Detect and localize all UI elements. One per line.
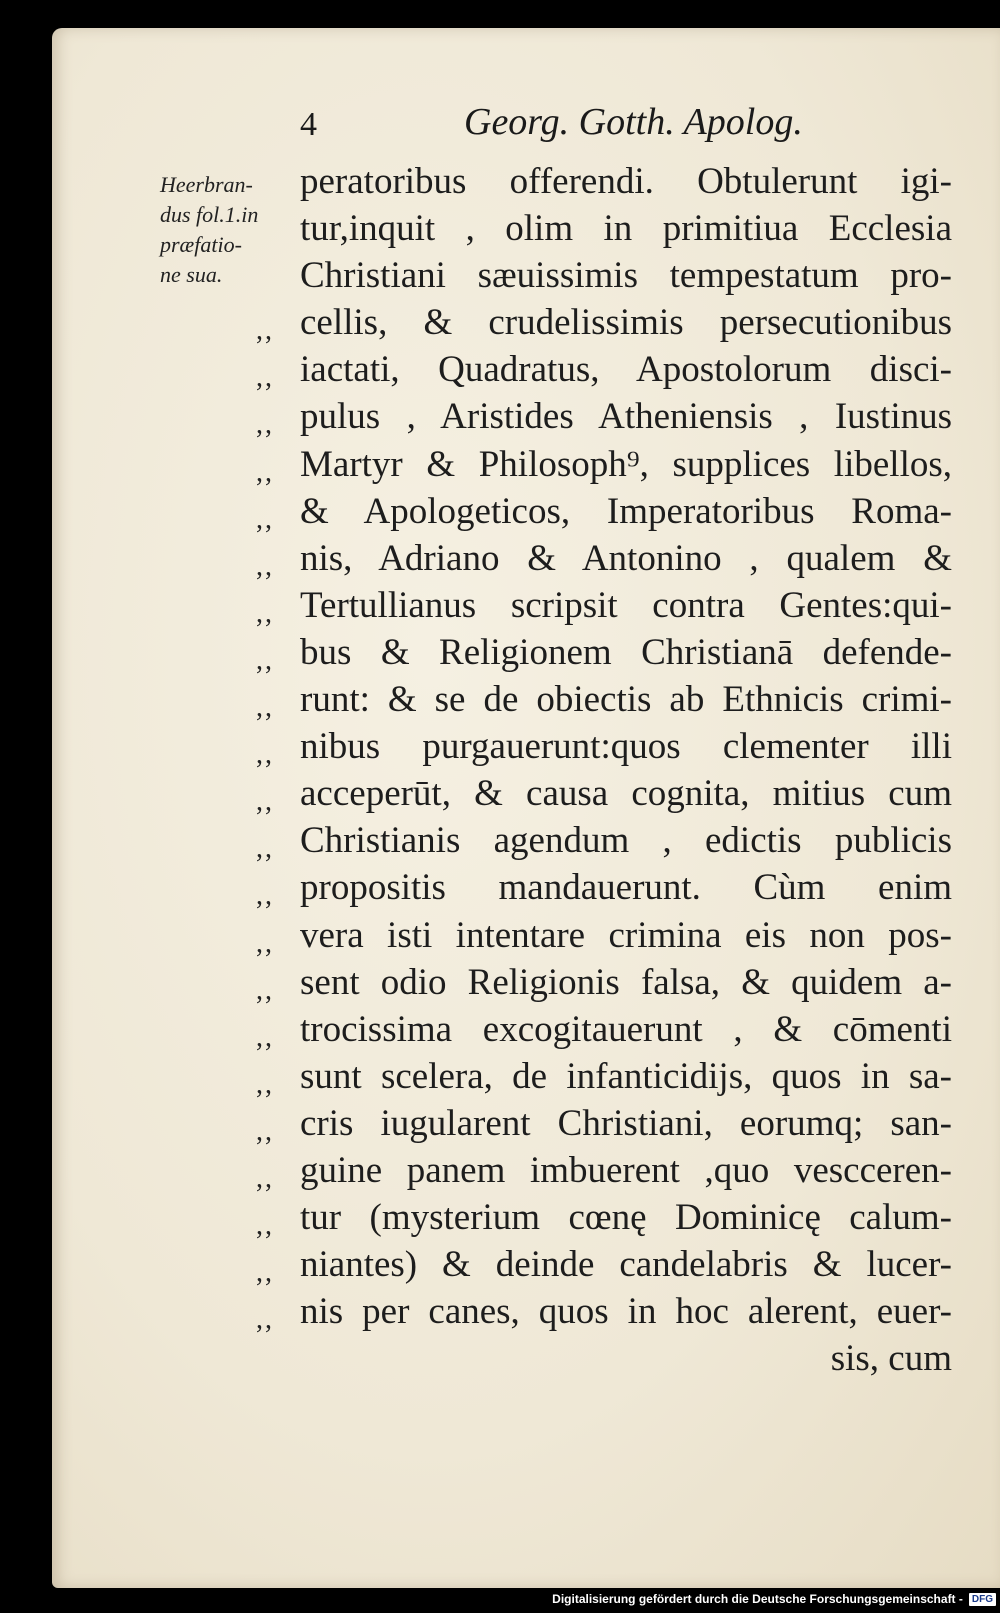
text-line [256,912,952,959]
marginal-note-line: Heerbran- [160,172,253,197]
text-line-content: tur,inquit , olim in primitiua Ecclesia [300,208,952,250]
text-line-content: Tertullianus scripsit contra Gentes:qui- [300,584,952,626]
quotation-mark: ,, [256,739,274,771]
text-line-content: sunt scelera, de infanticidijs, quos in sa- [300,1055,952,1097]
text-line-content: acceperūt, & causa cognita, mitius cum [300,773,952,815]
text-line-content: nibus purgauerunt:quos clementer illi [300,726,952,768]
text-line [256,346,952,394]
quotation-mark: ,, [256,550,274,582]
quotation-mark: ,, [256,786,274,818]
text-line-content: sent odio Religionis falsa, & quidem a- [300,961,952,1003]
quotation-mark: ,, [256,1210,274,1242]
marginal-note-line: dus fol.1.in [160,202,259,227]
running-head: Georg. Gotth. Apolog. [464,101,803,143]
text-line-content: Christianis agendum , edictis publicis [300,820,952,862]
text-line [256,676,952,724]
text-line [256,817,952,865]
text-line-content: Martyr & Philosoph⁹, supplices libellos, [300,443,952,485]
quotation-mark: ,, [256,1115,274,1147]
text-line [256,959,952,1006]
text-line [256,1288,952,1336]
text-line [256,770,952,818]
text-line-content: runt: & se de obiectis ab Ethnicis crimi- [300,679,952,721]
text-line [256,1100,952,1147]
quotation-mark: ,, [256,974,274,1006]
text-line-content: cris iugularent Christiani, eorumq; san- [300,1102,952,1144]
text-line [300,1335,952,1382]
text-line [256,723,952,771]
quotation-mark: ,, [256,880,274,912]
footer-credit: Digitalisierung gefördert durch die Deutsche Forschungsgemeinschaft - [552,1592,963,1606]
body-text [256,158,952,1382]
text-line [256,1006,952,1053]
text-line [256,441,952,488]
page-number: 4 [300,106,317,143]
quotation-mark: ,, [256,362,274,394]
text-line [256,299,952,347]
quotation-mark: ,, [256,1068,274,1100]
text-line-content: trocissima excogitauerunt , & cōmenti [300,1008,952,1050]
text-line-content: Christiani sæuissimis tempestatum pro- [300,255,952,297]
text-line-content: tur (mysterium cœnę Dominicę calum- [300,1197,952,1239]
dfg-logo-icon: DFG [969,1593,996,1606]
text-line-content: pulus , Aristides Atheniensis , Iustinus [300,396,952,438]
text-line-content: nis, Adriano & Antonino , qualem & [300,537,952,579]
quotation-mark: ,, [256,409,274,441]
quotation-mark: ,, [256,1304,274,1336]
text-line-content: propositis mandauerunt. Cùm enim [300,867,952,909]
text-line [256,1147,952,1194]
marginal-note-line: præfatio- [160,232,242,257]
quotation-mark: ,, [256,644,274,676]
text-line-content: sis, cum [830,1338,952,1380]
text-line [256,1241,952,1289]
text-line-content: iactati, Quadratus, Apostolorum disci- [300,349,952,391]
text-line [256,535,952,582]
marginal-note [160,170,290,290]
text-line [300,252,952,299]
text-line-content: nis per canes, quos in hoc alerent, euer- [300,1291,952,1333]
text-line [256,864,952,912]
text-line [256,1194,952,1242]
quotation-mark: ,, [256,1162,274,1194]
text-line-content: niantes) & deinde candelabris & lucer- [300,1244,952,1286]
text-line [256,629,952,676]
marginal-note-line: ne sua. [160,262,223,287]
text-line-content: bus & Religionem Christianā defende- [300,631,952,673]
quotation-mark: ,, [256,456,274,488]
text-line [300,158,952,205]
text-line [256,582,952,629]
quotation-mark: ,, [256,1257,274,1289]
text-line-content: peratoribus offerendi. Obtulerunt igi- [300,161,952,202]
text-line [300,205,952,252]
text-line-content: vera isti intentare crimina eis non pos- [300,914,952,956]
text-line [256,1053,952,1100]
quotation-mark: ,, [256,597,274,629]
quotation-mark: ,, [256,503,274,535]
text-line-content: cellis, & crudelissimis persecutionibus [300,302,952,344]
quotation-mark: ,, [256,692,274,724]
quotation-mark: ,, [256,927,274,959]
digitization-footer [552,1589,996,1609]
quotation-mark: ,, [256,833,274,865]
quotation-mark: ,, [256,315,274,347]
text-line-content: & Apologeticos, Imperatoribus Roma- [300,490,952,532]
quotation-mark: ,, [256,1021,274,1053]
text-line-content: guine panem imbuerent ,quo vescceren- [300,1149,952,1191]
text-line [256,488,952,535]
text-line [256,393,952,441]
